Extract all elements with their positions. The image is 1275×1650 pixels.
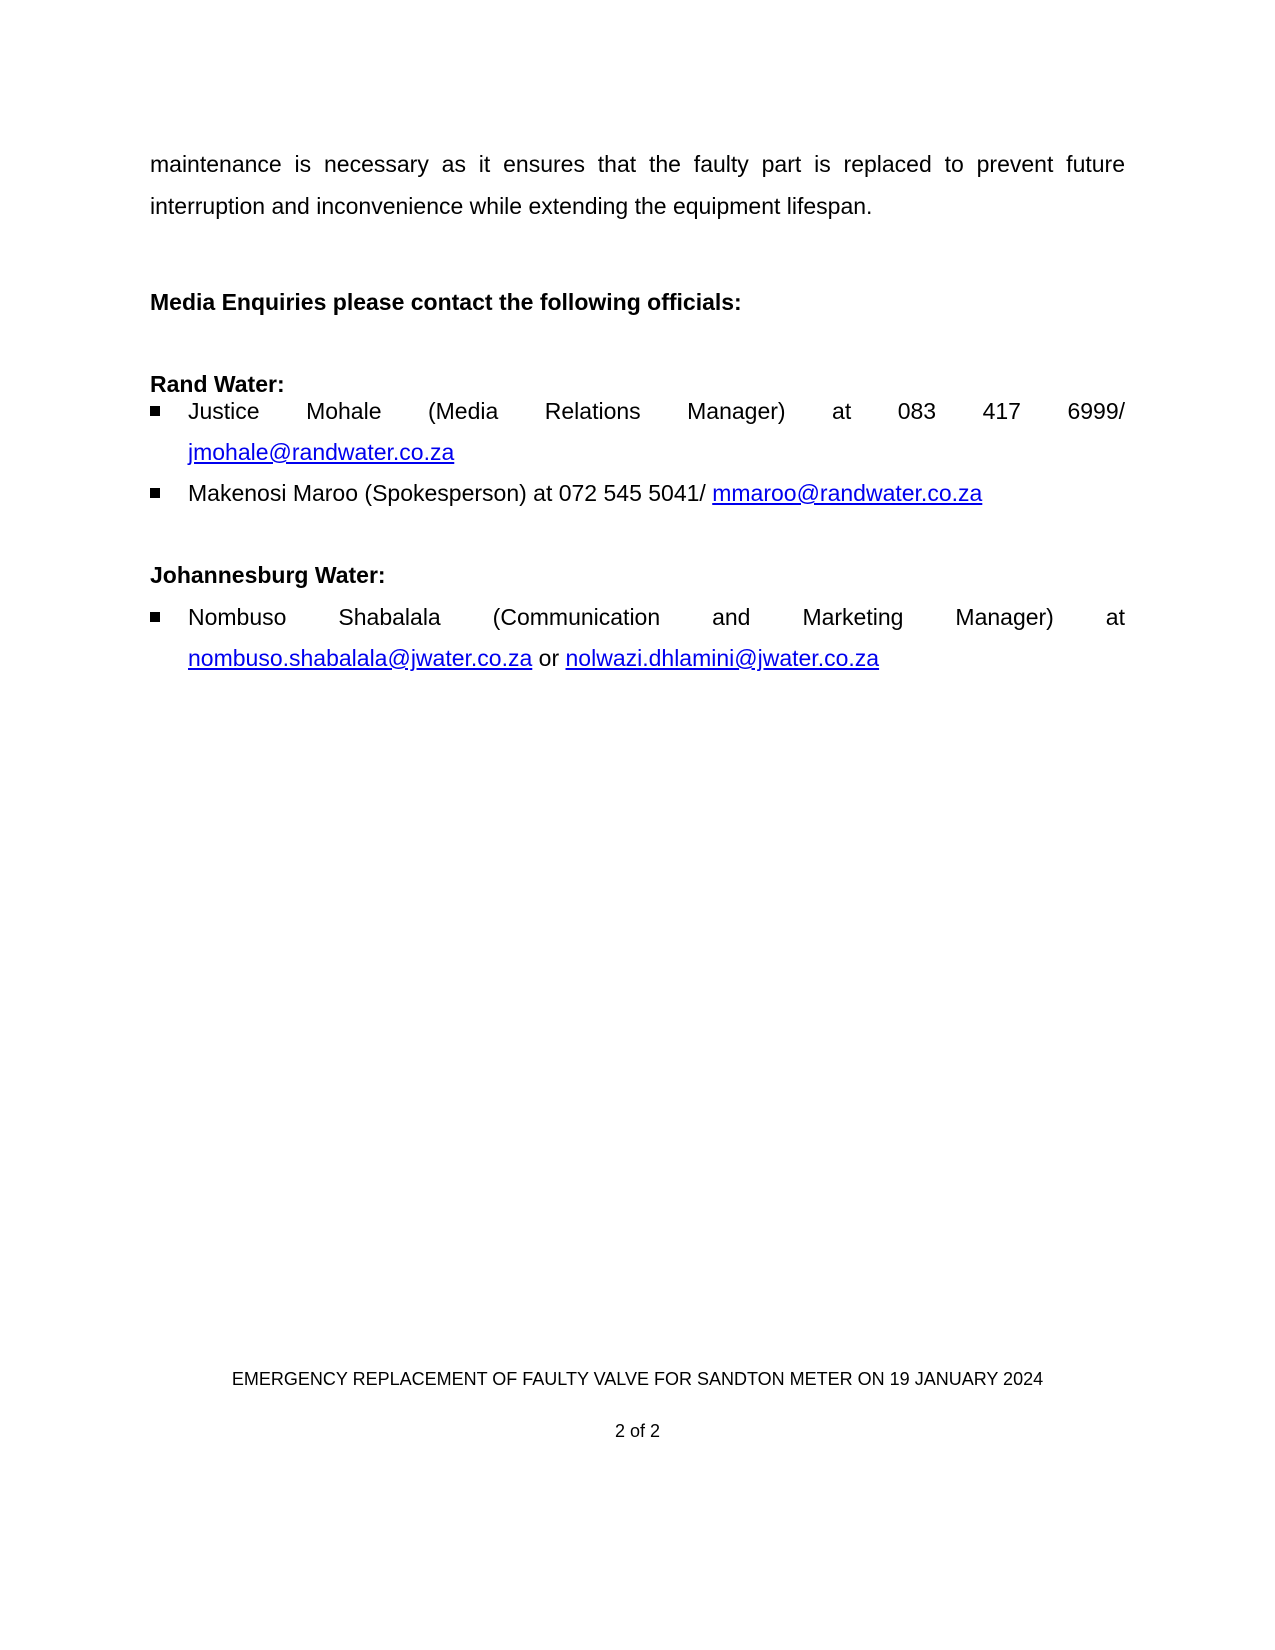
johannesburg-water-contact-text: Nombuso Shabalala (Communication and Marketing Manager) at xyxy=(188,604,1125,630)
johannesburg-water-contact-emails xyxy=(188,637,879,680)
email-link-jmohale[interactable]: jmohale@randwater.co.za xyxy=(188,439,455,465)
bullet-icon xyxy=(150,612,160,622)
email-connector-text: or xyxy=(538,645,560,671)
bullet-icon xyxy=(150,406,160,416)
bullet-icon xyxy=(150,488,160,498)
email-link-nolwazi[interactable]: nolwazi.dhlamini@jwater.co.za xyxy=(565,645,880,671)
body-paragraph-line2: interruption and inconvenience while extending the equipment lifespan. xyxy=(150,193,873,219)
body-paragraph-line1: maintenance is necessary as it ensures that the faulty part is replaced to prevent future xyxy=(150,151,1125,177)
rand-water-contact-2 xyxy=(188,472,982,515)
johannesburg-water-heading: Johannesburg Water: xyxy=(150,562,386,588)
page-number: 2 of 2 xyxy=(614,1421,661,1441)
footer-title: EMERGENCY REPLACEMENT OF FAULTY VALVE FOR SANDTON METER ON 19 JANUARY 2024 xyxy=(231,1369,1044,1389)
rand-water-heading: Rand Water: xyxy=(150,371,285,397)
media-enquiries-heading: Media Enquiries please contact the following officials: xyxy=(150,289,742,315)
rand-water-contact-1-text: Justice Mohale (Media Relations Manager) at 083 417 6999/ xyxy=(188,398,1125,424)
rand-water-contact-1-email-line xyxy=(188,431,454,474)
email-link-nombuso[interactable]: nombuso.shabalala@jwater.co.za xyxy=(188,645,533,671)
email-link-mmaroo[interactable]: mmaroo@randwater.co.za xyxy=(712,480,983,506)
rand-water-contact-2-text: Makenosi Maroo (Spokesperson) at 072 545 5041/ xyxy=(188,480,706,506)
